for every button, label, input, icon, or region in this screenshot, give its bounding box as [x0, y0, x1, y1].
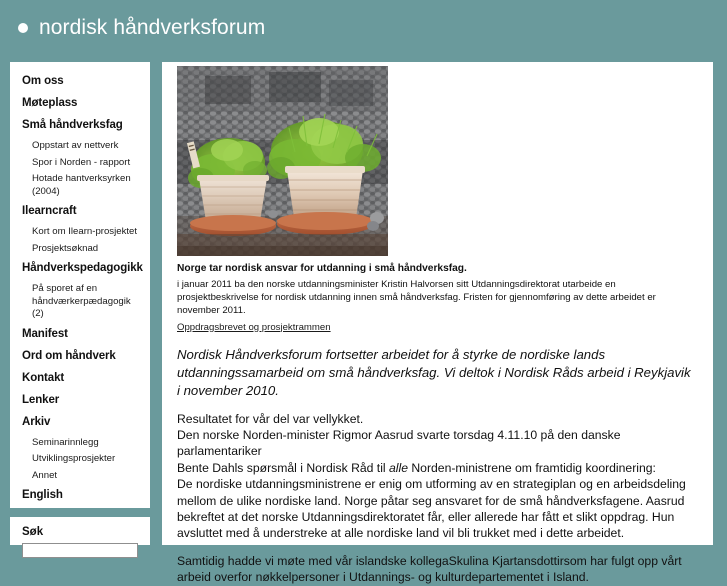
paragraph-line: avsluttet med å understreke at alle nordiske land vil bli trukket med i dette arbeidet. [177, 526, 625, 541]
sidebar-item-sma-handverksfag[interactable]: Små håndverksfag [22, 119, 123, 131]
sidebar-item-utviklingsprosjekter[interactable]: Utviklingsprosjekter [32, 453, 116, 464]
paragraph-line-a: Bente Dahls spørsmål i Nordisk Råd til [177, 460, 389, 475]
article-paragraph-1 [177, 411, 697, 542]
paragraph-line-b: Norden-ministrene om framtidig koordinering: [407, 460, 656, 475]
site-brand[interactable] [18, 16, 265, 40]
sidebar-item-arkiv[interactable]: Arkiv [22, 415, 51, 428]
sidebar-item-annet[interactable]: Annet [32, 469, 58, 481]
paragraph-line: mellom de ulike nordiske land. Norge påtar seg ansvaret for de små håndverksfagene. Aasrud [177, 493, 685, 508]
sidebar-item-seminarinnlegg[interactable]: Seminarinnlegg [32, 436, 99, 448]
paragraph-line: Den norske Norden-minister Rigmor Aasrud svarte torsdag 4.11.10 på den danske parlamentariker [177, 427, 621, 459]
sidebar-item-spor-i-norden[interactable]: Spor i Norden - rapport [32, 156, 131, 168]
site-header [0, 0, 727, 56]
emphasis-alle: alle [389, 460, 408, 475]
sidebar-item-prosjektsoknad[interactable]: Prosjektsøknad [32, 242, 99, 254]
article-paragraph-2: Samtidig hadde vi møte med vår islandske kollegaSkulina Kjartansdottirsom har fulgt opp vårt arbeid overfor nøkkelpersoner i Utdannings- og kulturdepartementet i Island. [177, 553, 682, 585]
sidebar-item-moteplass[interactable]: Møteplass [22, 97, 78, 109]
sidebar-item-ord-om-handverk[interactable]: Ord om håndverk [22, 349, 116, 362]
bullet-dot-icon [18, 23, 28, 33]
oppdragsbrevet-link[interactable]: Oppdragsbrevet og prosjektrammen [177, 321, 331, 333]
paragraph-line: Resultatet for vår del var vellykket. [177, 411, 364, 426]
site-title: nordisk håndverksforum [39, 16, 266, 39]
sidebar-item-english[interactable]: English [22, 489, 63, 501]
sidebar-item-ilearncraft[interactable]: Ilearncraft [22, 205, 77, 217]
sidebar-item-lenker[interactable]: Lenker [22, 393, 60, 406]
sidebar-item-manifest[interactable]: Manifest [22, 327, 68, 340]
search-label: Søk [22, 526, 44, 538]
sidebar-item-kontakt[interactable]: Kontakt [22, 371, 65, 384]
sidebar-item-handverkspedagogikk[interactable]: Håndverkspedagogikk [22, 262, 143, 274]
paragraph-line: bekreftet at det norske Utdanningsdirektoratet får, eller allerede har fått et slikt oppdrag. Hun [177, 509, 675, 524]
sidebar-item-oppstart-av-nettverk[interactable]: Oppstart av nettverk [32, 140, 119, 151]
lead-body: i januar 2011 ba den norske utdanningsminister Kristin Halvorsen sitt Utdanningsdirektorat utarbeide en prosjektbeskrivelse for nordisk utdanning innen små håndverksfag. Fristen for gjennomføring av dette arbeidet er november 2011. [177, 278, 656, 316]
search-panel [10, 517, 150, 545]
sidebar-item-hotade-hantverksyrken[interactable]: Hotade hantverksyrken (2004) [32, 173, 131, 197]
sidebar-item-kort-om-ilearn[interactable]: Kort om Ilearn-prosjektet [32, 226, 138, 237]
search-input[interactable] [22, 543, 138, 558]
lead-heading: Norge tar nordisk ansvar for utdanning i små håndverksfag. [177, 263, 467, 274]
article-photo-potted-herbs [177, 66, 388, 256]
main-content [162, 62, 713, 585]
sidebar-item-om-oss[interactable]: Om oss [22, 75, 64, 87]
intro-italic-paragraph: Nordisk Håndverksforum fortsetter arbeidet for å styrke de nordiske lands utdanningssamarbeid om små håndverksfag. Vi deltok i Nordisk Råds arbeid i Reykjavik i november 2010. [177, 346, 691, 398]
sidebar-item-pa-sporet-af-en-handvaerkerpaedagogik[interactable]: På sporet af en håndværkerpædagogik (2) [32, 283, 131, 319]
sidebar-navigation [10, 62, 150, 508]
paragraph-line: De nordiske utdanningsministrene er enig om utforming av en strategiplan og en arbeidsdeling [177, 477, 686, 492]
